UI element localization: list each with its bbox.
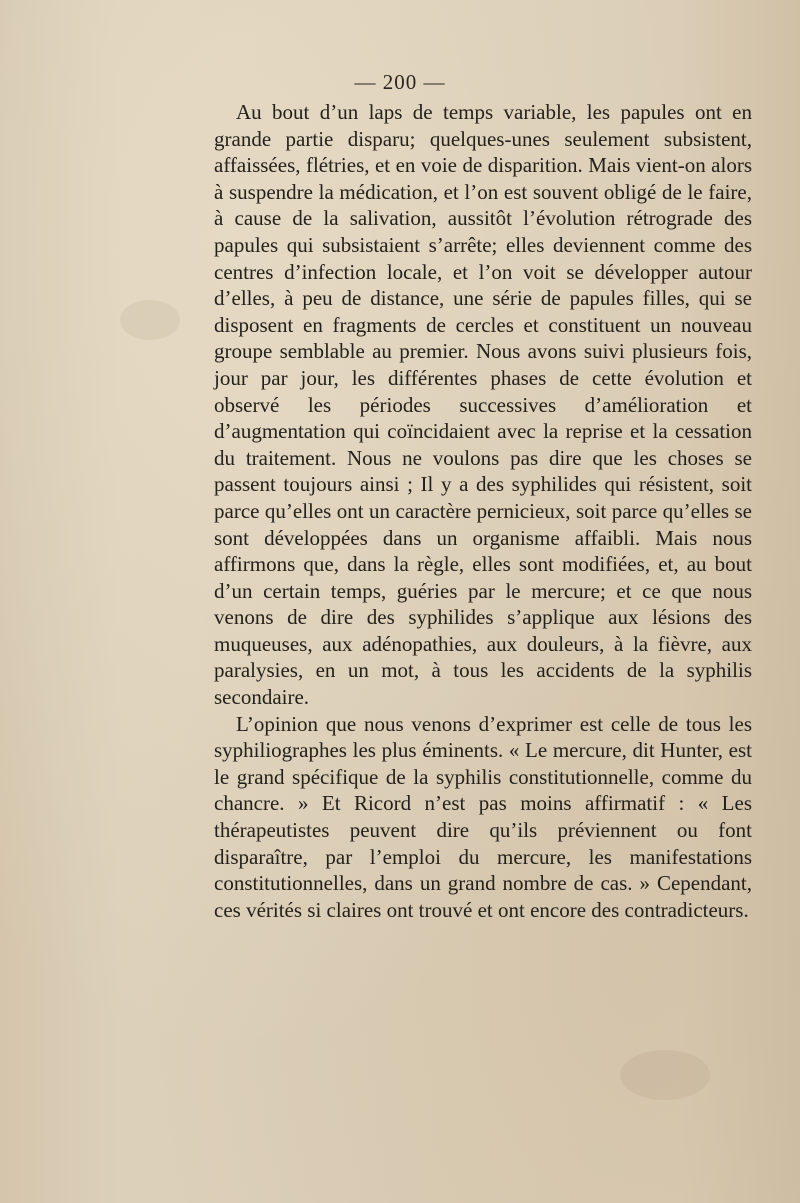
paper-stain [620,1050,710,1100]
page-number: — 200 — [354,70,446,94]
paragraph-2: L’opinion que nous venons d’exprimer est celle de tous les syphiliographes les plus éminents. « Le mercure, dit Hunter, est le grand spécifique de la syphilis constitutionnelle, comme du chancre. » Et Ricord n’est pas moins affirmatif : « Les thérapeutistes peuvent dire qu’ils préviennent ou font disparaître, par l’emploi du mercure, les manifestations constitutionnelles, dans un grand nombre de cas. » Cependant, ces vérités si claires ont trouvé et ont encore des contradicteurs. [214,711,752,922]
body-text [214,99,752,923]
paper-stain [120,300,180,340]
paragraph-1: Au bout d’un laps de temps variable, les papules ont en grande partie disparu; quelques-unes seulement subsistent, affaissées, flétries, et en voie de disparition. Mais vient-on alors à suspendre la médication, et l’on est souvent obligé de le faire, à cause de la salivation, aussitôt l’évolution rétrograde des papules qui subsistaient s’arrête; elles deviennent comme des centres d’infection locale, et l’on voit se développer autour d’elles, à peu de distance, une série de papules filles, qui se disposent en fragments de cercles et constituent un nouveau groupe semblable au premier. Nous avons suivi plusieurs fois, jour par jour, les différentes phases de cette évolution et observé les périodes successives d’amélioration et d’augmentation qui coïncidaient avec la reprise et la cessation du traitement. Nous ne voulons pas dire que les choses se passent toujours ainsi ; Il y a des syphilides qui résistent, soit parce qu’elles ont un caractère pernicieux, soit parce qu’elles se sont développées dans un organisme affaibli. Mais nous affirmons que, dans la règle, elles sont modifiées, et, au bout d’un certain temps, guéries par le mercure; et ce que nous venons de dire des syphilides s’applique aux lésions des muqueuses, aux adénopathies, aux douleurs, à la fièvre, aux paralysies, en un mot, à tous les accidents de la syphilis secondaire. [214,100,752,710]
